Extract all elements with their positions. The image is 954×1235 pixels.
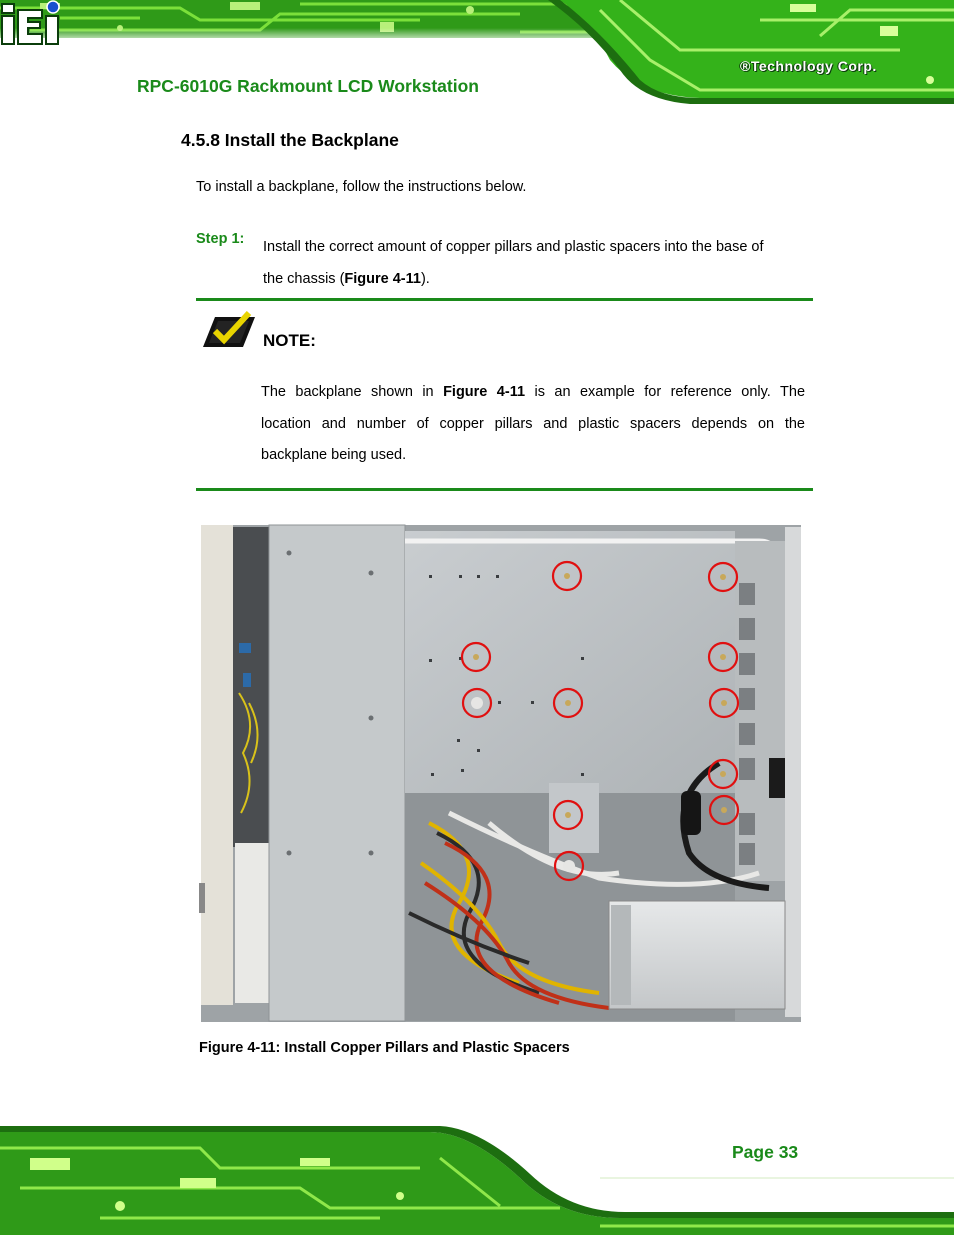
page-header-banner <box>0 0 954 112</box>
circuit-board-footer-graphic <box>0 1118 954 1235</box>
power-supply-unit <box>609 901 785 1009</box>
note-text: The backplane shown in <box>261 384 444 400</box>
note-text: is an example for reference only. The <box>525 384 806 400</box>
chassis-photo-figure <box>199 523 803 1024</box>
page-number: Page 33 <box>732 1142 799 1162</box>
figure-reference: Figure 4-11 <box>344 271 421 287</box>
step-text-line-2 <box>263 263 813 295</box>
note-line-3: backplane being used. <box>261 447 407 463</box>
step-label: Step 1: <box>196 231 245 247</box>
intro-paragraph: To install a backplane, follow the instructions below. <box>196 179 527 195</box>
company-logo-text: ®Technology Corp. <box>740 58 877 74</box>
section-heading: 4.5.8 Install the Backplane <box>181 130 399 150</box>
drive-bay-plate <box>269 525 405 1021</box>
note-title: NOTE: <box>263 331 316 350</box>
note-bottom-divider <box>196 488 813 491</box>
document-title: RPC-6010G Rackmount LCD Workstation <box>137 76 479 96</box>
iei-logo-icon <box>0 0 64 46</box>
chassis-floor <box>405 531 735 793</box>
checkmark-note-icon <box>203 311 255 349</box>
step-text-prefix: the chassis ( <box>263 271 345 287</box>
note-line-2: location and number of copper pillars and plastic spacers depends on the <box>261 415 805 432</box>
note-line-1 <box>261 377 805 409</box>
front-bezel <box>201 525 233 1005</box>
step-text-suffix: ). <box>420 271 430 287</box>
page-footer-banner <box>0 1118 954 1235</box>
step-instruction <box>263 231 813 295</box>
figure-reference: Figure 4-11 <box>443 384 526 400</box>
note-body <box>261 377 805 472</box>
step-text-line-1: Install the correct amount of copper pillars and plastic spacers into the base of <box>263 239 764 255</box>
note-top-divider <box>196 298 813 301</box>
figure-caption: Figure 4-11: Install Copper Pillars and Plastic Spacers <box>199 1040 570 1056</box>
